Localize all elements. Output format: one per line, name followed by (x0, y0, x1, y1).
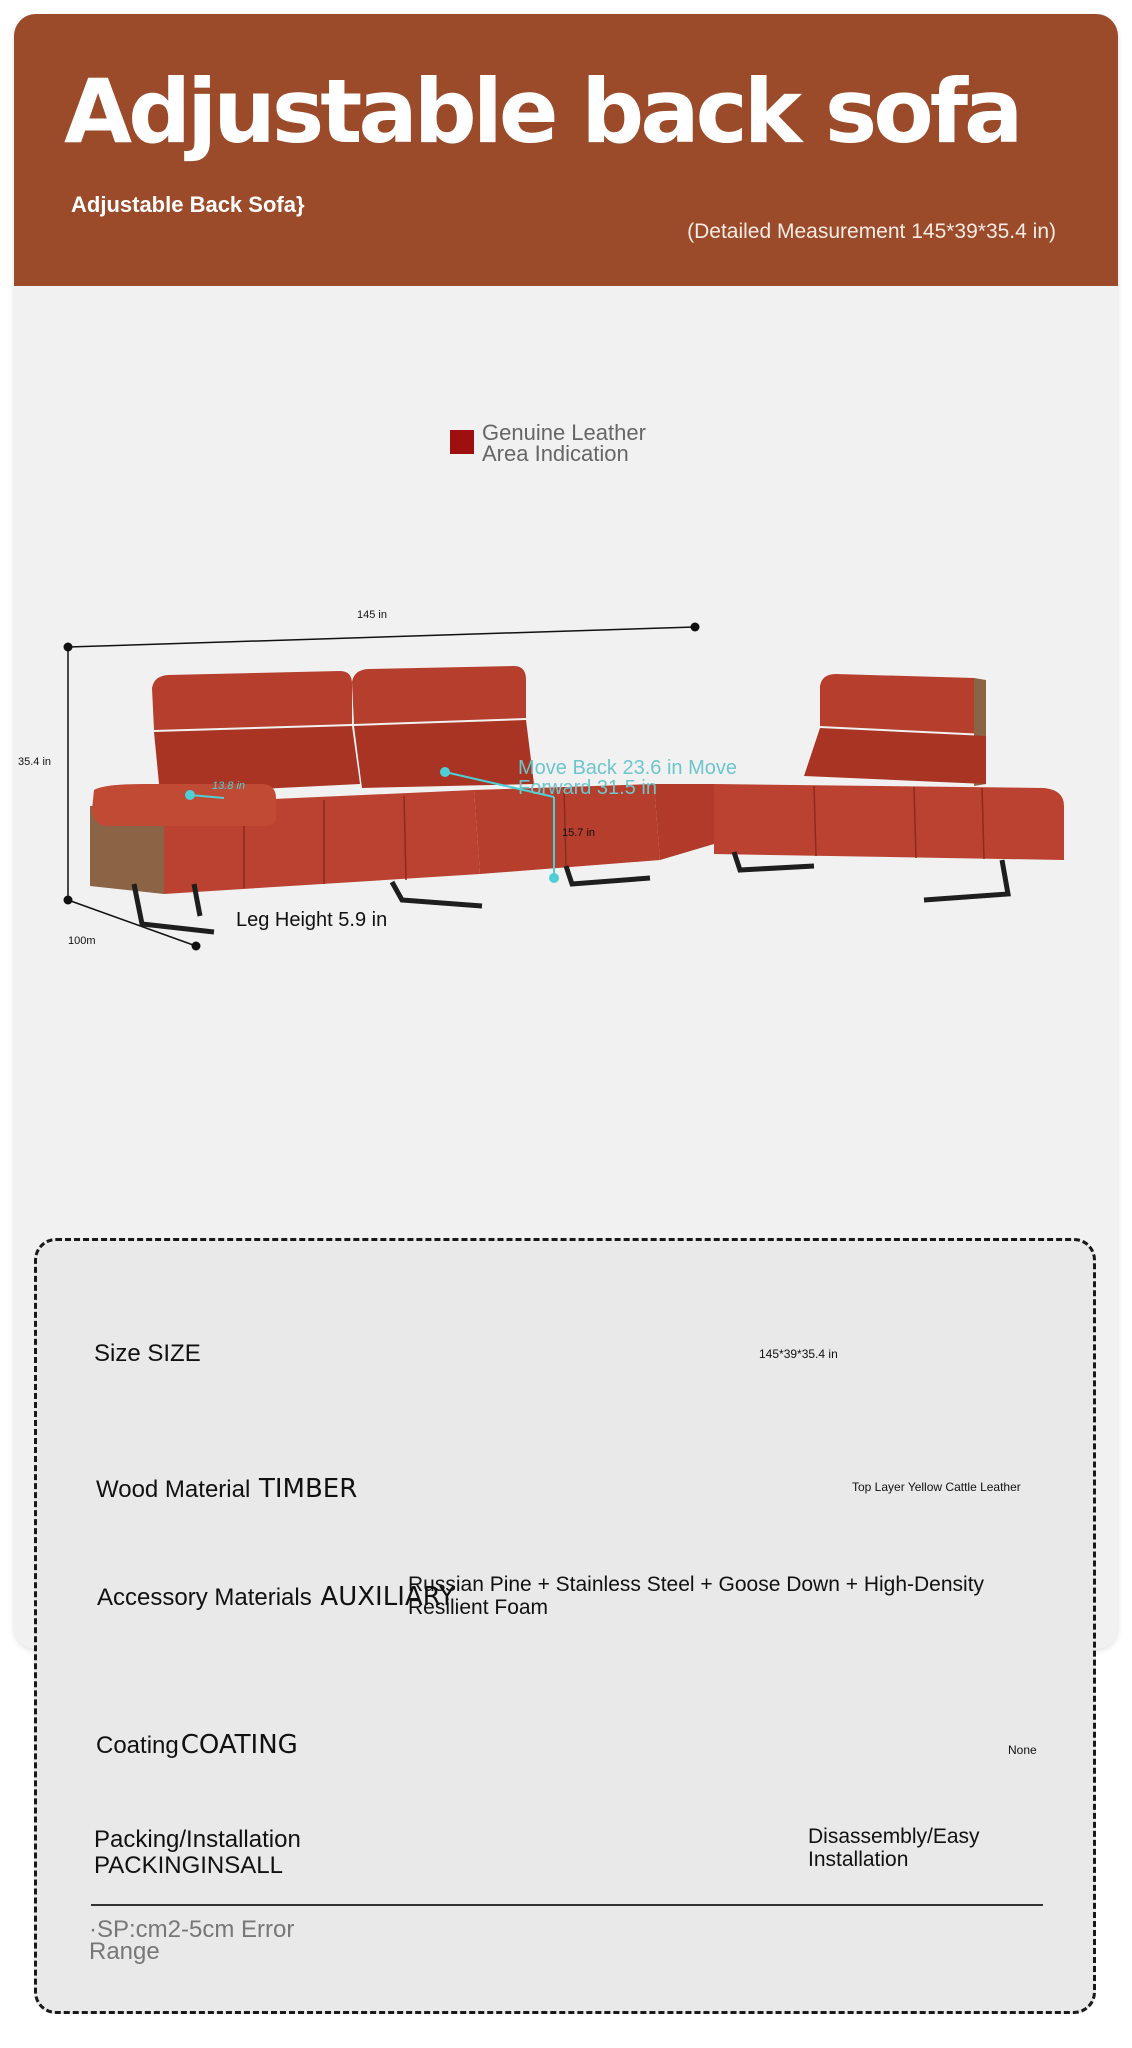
depth-label: 100m (68, 935, 96, 947)
spec-label-cn: Wood Material (96, 1476, 251, 1503)
width-dimension-line (68, 627, 695, 647)
spec-row-packing (37, 1801, 1093, 1911)
spec-label-en: PACKINGINSALL (94, 1852, 283, 1880)
legend-label: Genuine Leather Area Indication (482, 420, 646, 466)
dimension-dot (691, 623, 700, 632)
move-label: Move Back 23.6 in Move Forward 31.5 in (518, 758, 737, 799)
error-range-note: ·SP:cm2-5cm Error Range (89, 1916, 295, 1965)
height-label: 35.4 in (18, 756, 52, 768)
sofa-leg (392, 882, 482, 906)
spec-label-en: SIZE (147, 1340, 201, 1367)
measure-dot (185, 790, 195, 800)
spec-label-cn: Coating (96, 1732, 179, 1759)
spec-label-cn: Accessory Materials (97, 1584, 312, 1611)
spec-label (96, 1731, 298, 1760)
move-label-wrap (518, 758, 778, 818)
middle-backrest (354, 720, 534, 788)
spec-label (97, 1583, 455, 1612)
measure-dot (549, 873, 559, 883)
left-headrest (152, 671, 352, 730)
spec-value: 145*39*35.4 in (759, 1347, 838, 1361)
spec-label (94, 1341, 201, 1367)
armrest-label: 13.8 in (212, 780, 246, 792)
page-title: Adjustable back sofa (64, 60, 1020, 163)
left-backrest (154, 726, 360, 794)
spec-divider (91, 1904, 1043, 1906)
left-armrest (92, 784, 276, 826)
spec-value: None (1008, 1743, 1037, 1757)
subtitle: Adjustable Back Sofa} (71, 192, 305, 217)
right-headrest (820, 674, 986, 734)
dimension-dot (192, 942, 201, 951)
spec-row-size (37, 1321, 1093, 1431)
spec-value: Russian Pine + Stainless Steel + Goose Down + High-Density Resilient Foam (408, 1573, 985, 1619)
spec-row-timber (37, 1455, 1093, 1565)
leg-height-label: Leg Height 5.9 in (236, 909, 388, 931)
spec-table (34, 1238, 1096, 2014)
measurement-note: (Detailed Measurement 145*39*35.4 in) (687, 220, 1056, 243)
width-label: 145 in (357, 609, 387, 621)
spec-label-cn: Packing/Installation (94, 1826, 301, 1853)
spec-label-en: TIMBER (258, 1474, 358, 1504)
seat-label: 15.7 in (562, 827, 596, 839)
sofa-leg (566, 866, 650, 884)
spec-value: Disassembly/Easy Installation (808, 1825, 980, 1871)
spec-label (96, 1475, 357, 1504)
middle-headrest (352, 666, 526, 724)
sofa-diagram (14, 14, 1118, 1054)
spec-row-auxiliary (37, 1559, 1093, 1669)
spec-label (94, 1827, 414, 1880)
spec-label-en: COATING (180, 1730, 298, 1760)
spec-label-en: AUXILIARY (320, 1582, 455, 1612)
spec-value: Top Layer Yellow Cattle Leather (852, 1480, 1021, 1494)
measure-dot (440, 767, 450, 777)
spec-label-cn: Size (94, 1340, 141, 1367)
right-backrest (804, 728, 986, 784)
sofa-leg (924, 860, 1008, 900)
